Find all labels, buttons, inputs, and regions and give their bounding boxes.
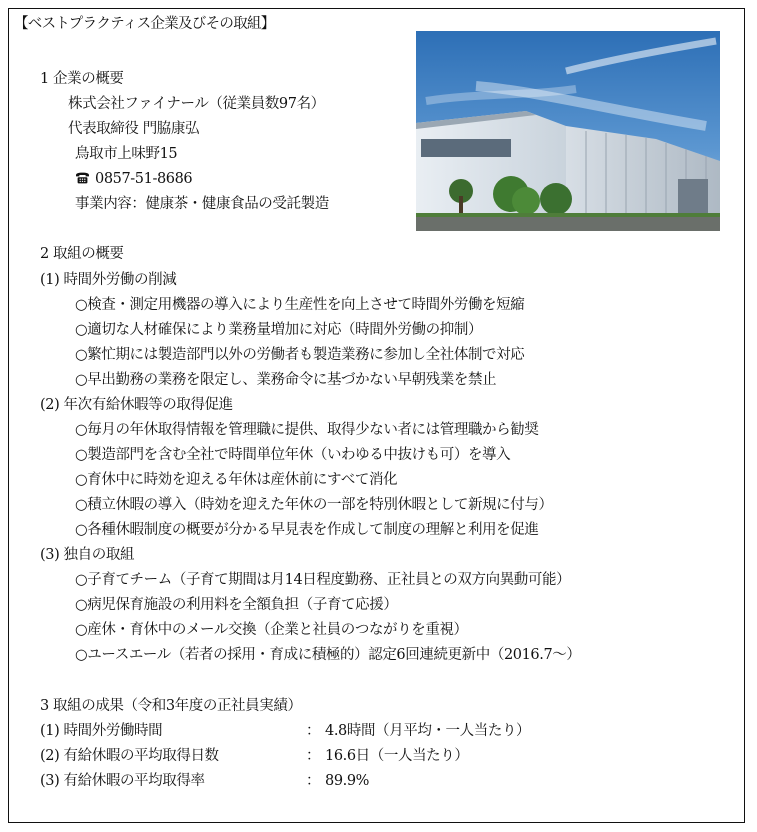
- group2-label: (2) 年次有給休暇等の取得促進: [40, 397, 233, 413]
- result-row-label: (1) 時間外労働時間: [40, 723, 163, 739]
- list-item: ○毎月の年休取得情報を管理職に提供、取得少ない者には管理職から勧奨: [75, 422, 539, 438]
- list-item: ○病児保育施設の利用料を全額負担（子育て応援）: [75, 597, 398, 613]
- result-row-label: (2) 有給休暇の平均取得日数: [40, 748, 219, 764]
- group3-label: (3) 独自の取組: [40, 547, 135, 563]
- list-item: ○産休・育休中のメール交換（企業と社員のつながりを重視）: [75, 622, 468, 638]
- result-row-sep: ：: [306, 748, 321, 764]
- phone-icon: [75, 172, 90, 184]
- result-row-sep: ：: [306, 723, 321, 739]
- result-row-sep: ：: [306, 773, 321, 789]
- result-row-value: 16.6日（一人当たり）: [325, 748, 469, 764]
- result-row-label: (3) 有給休暇の平均取得率: [40, 773, 205, 789]
- list-item: ○検査・測定用機器の導入により生産性を向上させて時間外労働を短縮: [75, 297, 525, 313]
- list-item: ○早出勤務の業務を限定し、業務命令に基づかない早朝残業を禁止: [75, 372, 497, 388]
- page-title: 【ベストプラクティス企業及びその取組】: [14, 16, 275, 32]
- list-item: ○積立休暇の導入（時効を迎えた年休の一部を特別休暇として新規に付与）: [75, 497, 553, 513]
- list-item: ○子育てチーム（子育て期間は月14日程度勤務、正社員との双方向異動可能）: [75, 572, 571, 588]
- business-description: 事業内容：健康茶・健康食品の受託製造: [75, 196, 329, 212]
- section3-heading: 3 取組の成果（令和3年度の正社員実績）: [40, 698, 302, 714]
- factory-photo: [416, 31, 720, 231]
- result-row-value: 4.8時間（月平均・一人当たり）: [325, 723, 531, 739]
- list-item: ○ユースエール（若者の採用・育成に積極的）認定6回連続更新中（2016.7～）: [75, 647, 581, 663]
- address: 鳥取市上味野15: [75, 146, 178, 162]
- result-row-value: 89.9%: [325, 773, 370, 789]
- phone-number: 0857-51-8686: [95, 171, 193, 187]
- phone-line: [75, 170, 192, 188]
- representative: 代表取締役 門脇康弘: [68, 121, 200, 137]
- section2-heading: 2 取組の概要: [40, 246, 124, 262]
- list-item: ○各種休暇制度の概要が分かる早見表を作成して制度の理解と利用を促進: [75, 522, 539, 538]
- company-name: 株式会社ファイナール（従業員数97名）: [68, 96, 325, 112]
- section1-heading: 1 企業の概要: [40, 71, 124, 87]
- list-item: ○育休中に時効を迎える年休は産休前にすべて消化: [75, 472, 398, 488]
- list-item: ○繁忙期には製造部門以外の労働者も製造業務に参加し全社体制で対応: [75, 347, 525, 363]
- list-item: ○製造部門を含む全社で時間単位年休（いわゆる中抜けも可）を導入: [75, 447, 511, 463]
- group1-label: (1) 時間外労働の削減: [40, 272, 177, 288]
- list-item: ○適切な人材確保により業務量増加に対応（時間外労働の抑制）: [75, 322, 483, 338]
